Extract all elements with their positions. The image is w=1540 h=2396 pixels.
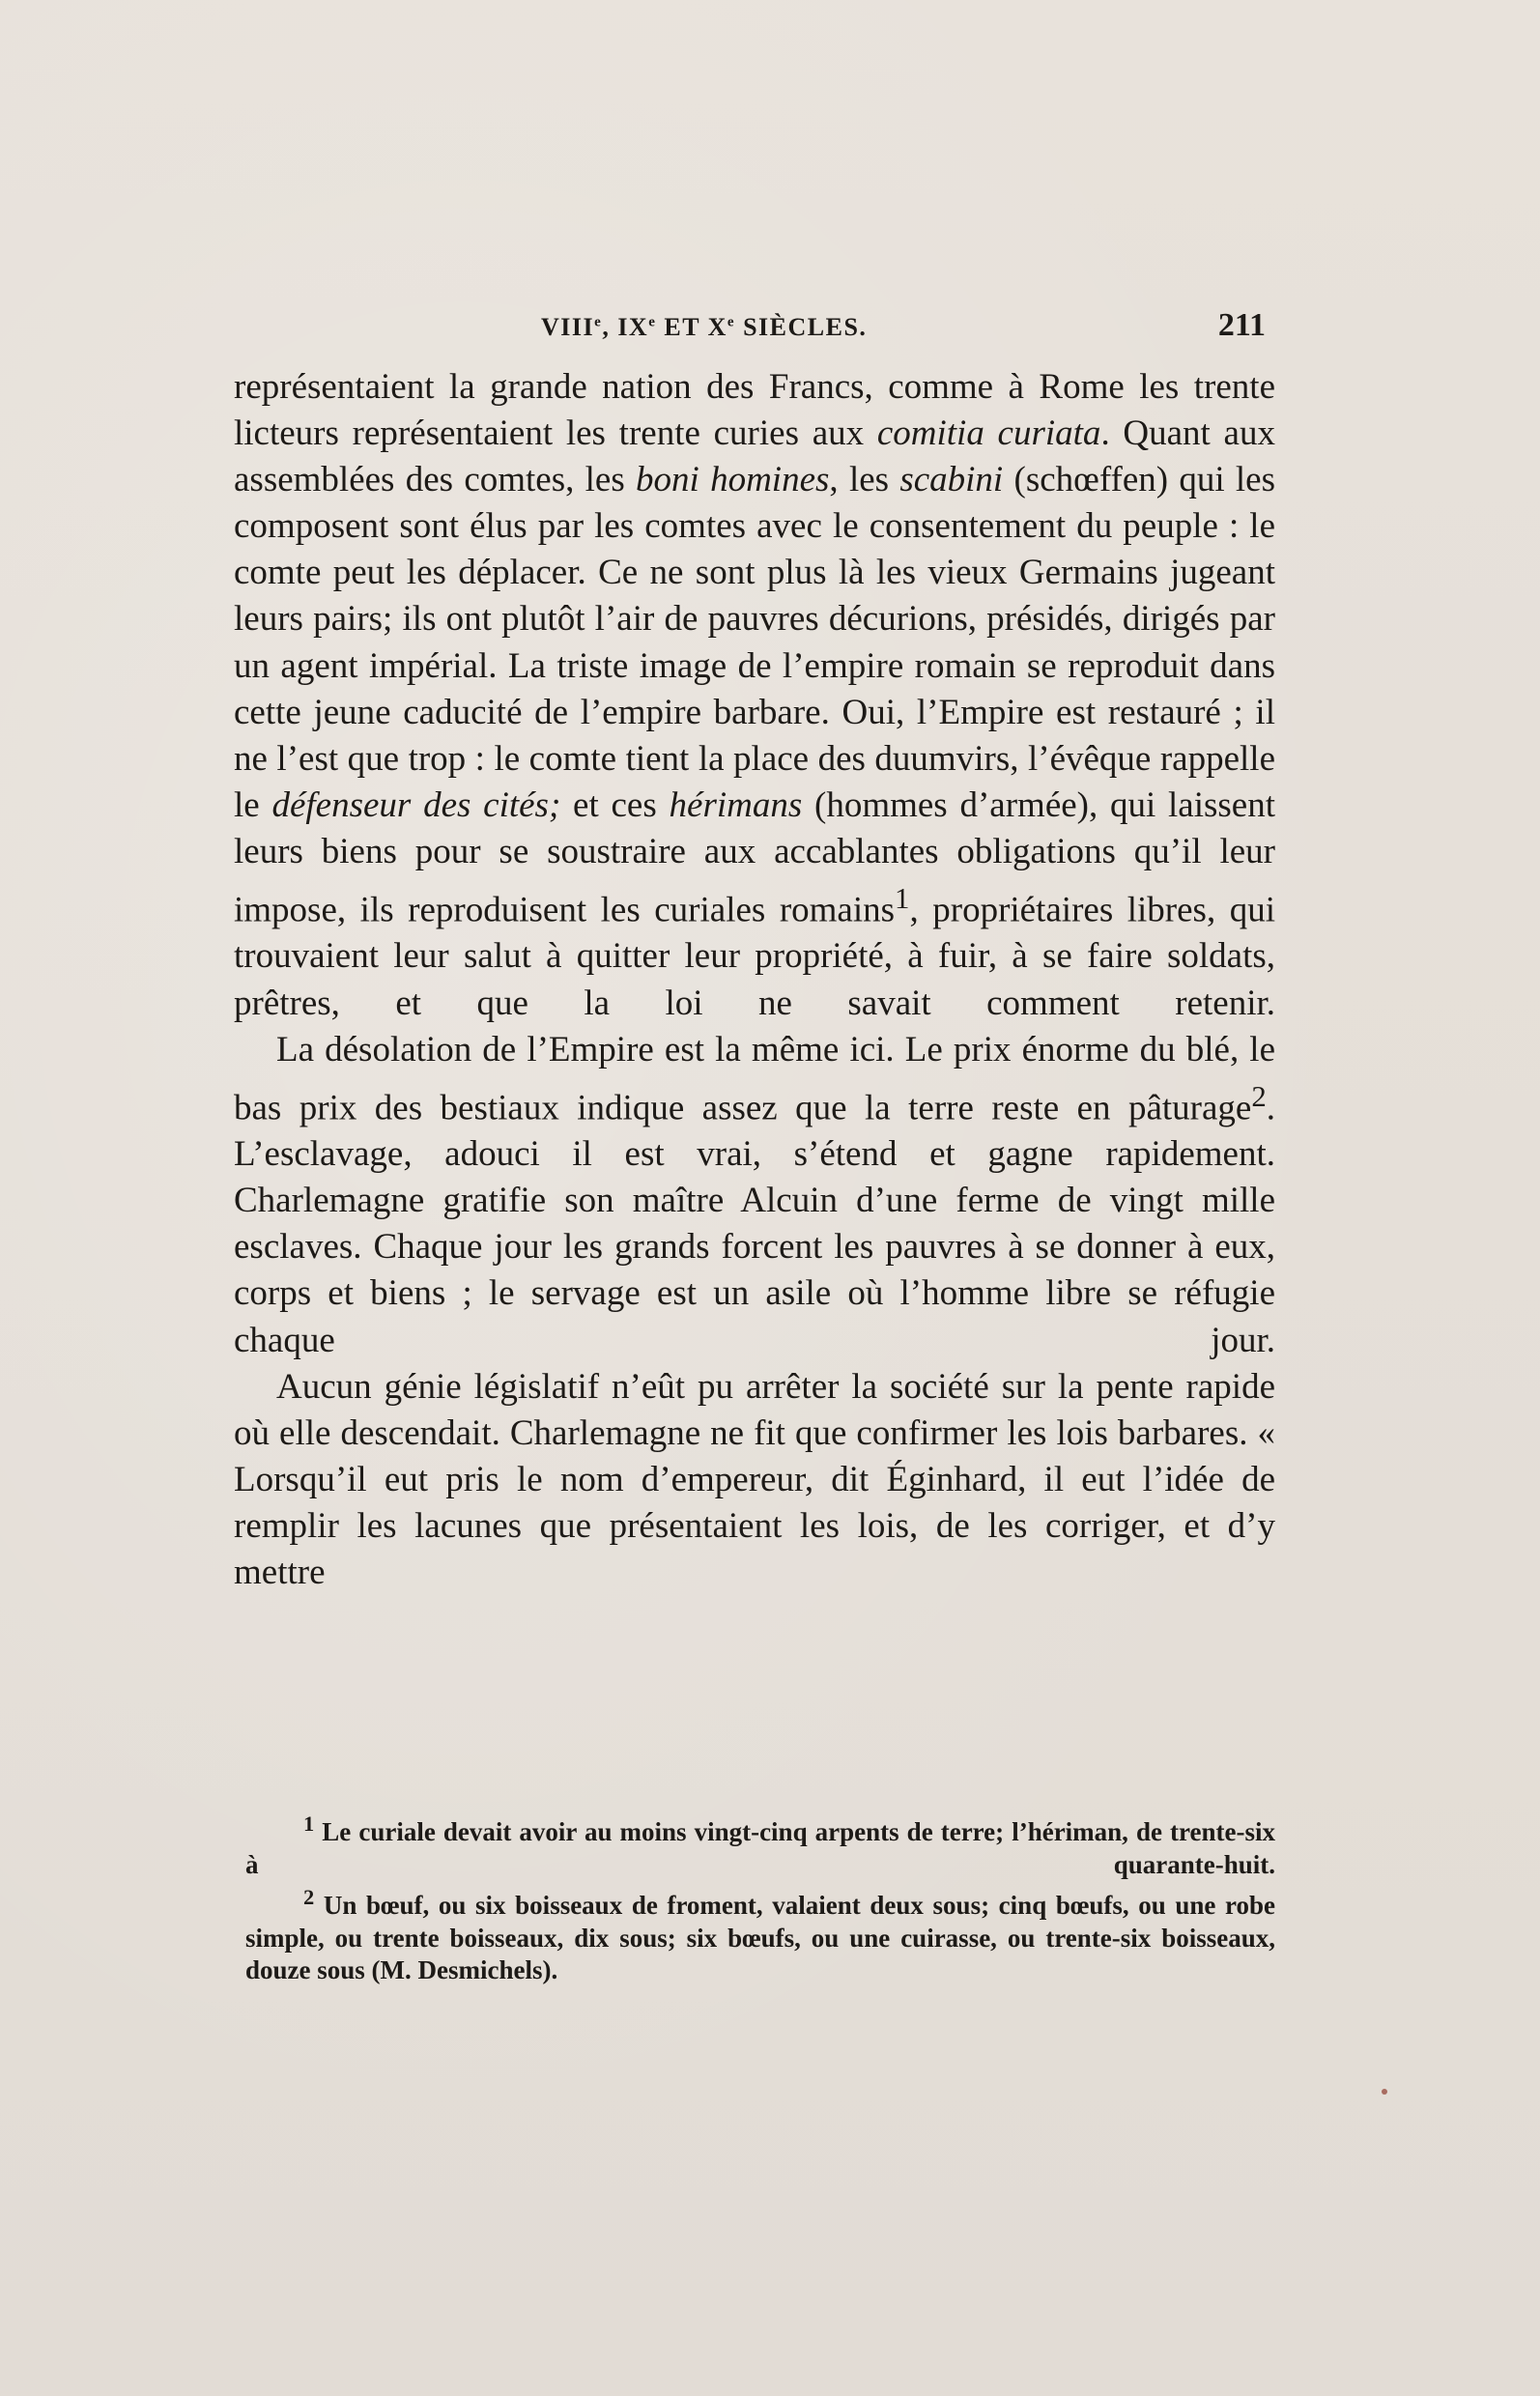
footnote-2: $^2$ Un bœuf, ou six boisseaux de froment, valaient deux sous; cinq bœufs, ou une robe simple, ou trente boisseaux, dix sous; six bœufs, ou une cuirasse, ou trente-six boisseaux, douze sous (M. Desmichels). <box>245 1885 1275 1984</box>
page-header <box>541 307 1266 346</box>
page-number: 211 <box>1217 307 1266 343</box>
footnote-1: $^1$ Le curiale devait avoir au moins vingt-cinq arpents de terre; l’hériman, de trente-six à quarante-huit. <box>245 1811 1275 1879</box>
paper-speck <box>1382 2089 1387 2095</box>
body-text <box>234 364 1275 1596</box>
footnotes <box>245 1808 1275 1987</box>
running-head: VIIIe, IXe ET Xe SIÈCLES. <box>541 313 868 341</box>
paragraph-3: Aucun génie législatif n’eût pu arrêter la société sur la pente rapide où elle descendait. Charlemagne ne fit que confirmer les lois barbares. « Lorsqu’il eut pris le nom d’empereur, dit Éginhard, il eut l’idée de remplir les lacunes que présentaient les lois, de les corriger, et d’y mettre <box>234 1366 1275 1592</box>
paragraph-1: représentaient la grande nation des Francs, comme à Rome les trente licteurs représentaient les trente curies aux comitia curiata. Quant aux assemblées des comtes, les boni homines, les scabini (schœffen) qui les composent sont élus par les comtes avec le consentement du peuple : le comte peut les déplacer. Ce ne sont plus là les vieux Germains jugeant leurs pairs; ils ont plutôt l’air de pauvres décurions, présidés, dirigés par un agent impérial. La triste image de l’empire romain se reproduit dans cette jeune caducité de l’empire barbare. Oui, l’Empire est restauré ; il ne l’est que trop : le comte tient la place des duumvirs, l’évêque rappelle le défenseur des cités; et ces hérimans (hommes d’armée), qui laissent leurs biens pour se soustraire aux accablantes obligations qu’il leur impose, ils reproduisent les curiales romains$^1$, propriétaires libres, qui trouvaient leur salut à quitter leur propriété, à fuir, à se faire soldats, prêtres, et que la loi ne savait comment retenir. <box>234 367 1276 1023</box>
paragraph-2: La désolation de l’Empire est la même ici. Le prix énorme du blé, le bas prix des bestiaux indique assez que la terre reste en pâturage$^2$. L’esclavage, adouci il est vrai, s’étend et gagne rapidement. Charlemagne gratifie son maître Alcuin d’une ferme de vingt mille esclaves. Chaque jour les grands forcent les pauvres à se donner à eux, corps et biens ; le servage est un asile où l’homme libre se réfugie chaque jour. <box>234 1029 1275 1360</box>
